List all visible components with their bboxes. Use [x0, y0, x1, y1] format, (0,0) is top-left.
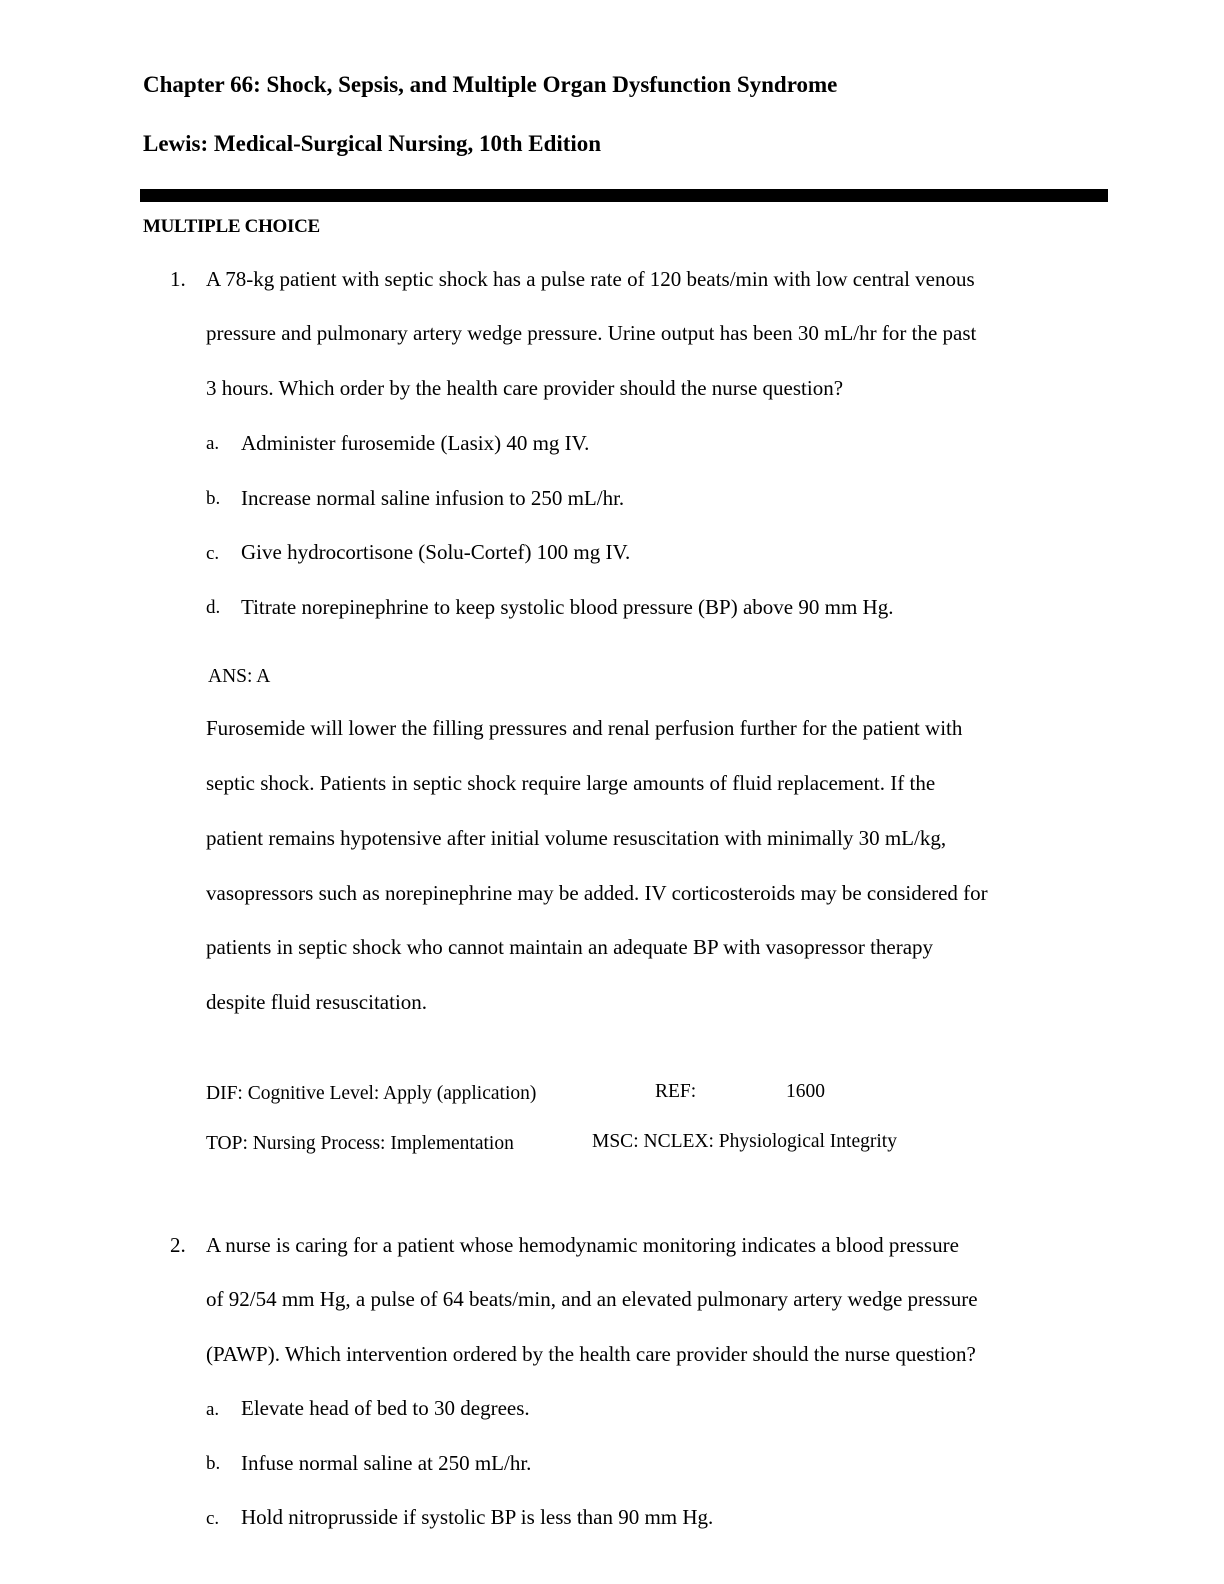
section-title: MULTIPLE CHOICE [143, 216, 320, 237]
option-a-text: Elevate head of bed to 30 degrees. [241, 1396, 530, 1420]
option-c-text: Hold nitroprusside if systolic BP is less than 90 mm Hg. [241, 1505, 714, 1529]
chapter-title: Chapter 66: Shock, Sepsis, and Multiple Organ Dysfunction Syndrome [143, 72, 838, 97]
header-divider [140, 189, 1108, 202]
difficulty: DIF: Cognitive Level: Apply (application) [206, 1083, 537, 1104]
rationale-line: patient remains hypotensive after initial volume resuscitation with minimally 30 mL/kg, [206, 826, 947, 850]
rationale-line: despite fluid resuscitation. [206, 990, 428, 1014]
answer: ANS: A [208, 666, 271, 687]
nclex-category: MSC: NCLEX: Physiological Integrity [592, 1131, 897, 1152]
option-letter-c: c. [206, 1508, 220, 1529]
question-stem-line: (PAWP). Which intervention ordered by the health care provider should the nurse question? [206, 1342, 976, 1366]
option-letter-a: a. [206, 433, 220, 454]
question-stem-line: A 78-kg patient with septic shock has a pulse rate of 120 beats/min with low central venous [206, 267, 975, 291]
option-letter-b: b. [206, 488, 221, 509]
question-stem-line: 3 hours. Which order by the health care provider should the nurse question? [206, 376, 844, 400]
rationale-line: patients in septic shock who cannot maintain an adequate BP with vasopressor therapy [206, 935, 934, 959]
question-number: 1. [170, 267, 186, 291]
reference-label: REF: [655, 1081, 697, 1102]
option-letter-c: c. [206, 543, 220, 564]
option-letter-a: a. [206, 1399, 220, 1420]
book-title: Lewis: Medical-Surgical Nursing, 10th Edition [143, 131, 602, 156]
question-stem-line: of 92/54 mm Hg, a pulse of 64 beats/min, and an elevated pulmonary artery wedge pressure [206, 1287, 978, 1311]
option-b-text: Infuse normal saline at 250 mL/hr. [241, 1451, 532, 1475]
option-d-text: Titrate norepinephrine to keep systolic blood pressure (BP) above 90 mm Hg. [241, 595, 894, 619]
question-stem-line: A nurse is caring for a patient whose hemodynamic monitoring indicates a blood pressure [206, 1233, 959, 1257]
rationale-line: septic shock. Patients in septic shock require large amounts of fluid replacement. If the [206, 771, 936, 795]
option-letter-b: b. [206, 1453, 221, 1474]
option-c-text: Give hydrocortisone (Solu-Cortef) 100 mg IV. [241, 540, 631, 564]
option-letter-d: d. [206, 597, 221, 618]
question-stem-line: pressure and pulmonary artery wedge pressure. Urine output has been 30 mL/hr for the past [206, 321, 977, 345]
option-a-text: Administer furosemide (Lasix) 40 mg IV. [241, 431, 590, 455]
rationale-line: vasopressors such as norepinephrine may be added. IV corticosteroids may be considered for [206, 881, 988, 905]
question-number: 2. [170, 1233, 186, 1257]
rationale-line: Furosemide will lower the filling pressures and renal perfusion further for the patient with [206, 716, 963, 740]
option-b-text: Increase normal saline infusion to 250 mL/hr. [241, 486, 625, 510]
topic: TOP: Nursing Process: Implementation [206, 1133, 514, 1154]
reference-page: 1600 [786, 1081, 825, 1102]
